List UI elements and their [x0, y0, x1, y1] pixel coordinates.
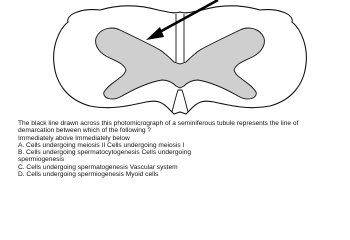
question-text-block [18, 120, 343, 178]
answer-option-b: B. Cells undergoing spermatocytogenesis Cells undergoing [18, 149, 192, 157]
question-stem-line-2: demarcation between which of the following ? [18, 127, 152, 135]
answer-column-headers: Immediately above Immediately below [18, 134, 130, 142]
answer-option-c: C. Cells undergoing spermatogenesis Vascular system [18, 163, 178, 171]
answer-option-a: A. Cells undergoing meiosis II Cells undergoing meiosis I [18, 141, 185, 149]
answer-option-d: D. Cells undergoing spermiogenesis Myoid cells [18, 171, 159, 179]
question-stem-line-1: The black line drawn across this photomicrograph of a seminiferous tubule represents the line of [18, 120, 299, 127]
answer-option-b-continued: spermiogenesis [18, 156, 65, 164]
